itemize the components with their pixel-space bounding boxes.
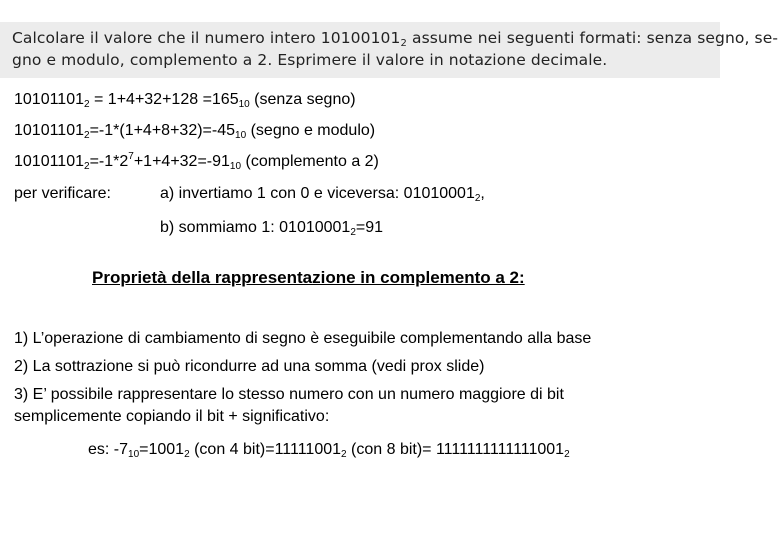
base-subscript: 10 (128, 449, 140, 460)
example-text: (con 4 bit)=11111001 (189, 441, 342, 458)
base-subscript: 10 (238, 99, 250, 110)
example-line (88, 440, 570, 460)
property-1: 1) L’operazione di cambiamento di segno è eseguibile complementando alla base (14, 330, 592, 347)
binary-number: 10101101 (14, 122, 84, 139)
example-text: (con 8 bit)= 1111111111111001 (346, 441, 565, 458)
exponent: 7 (128, 151, 134, 162)
twos-complement-line (14, 152, 379, 172)
base-subscript: 2 (400, 38, 407, 49)
sign-magnitude-line (14, 121, 375, 141)
base-subscript: 2 (341, 449, 347, 460)
base-subscript: 2 (474, 193, 481, 204)
expression: = 1+4+32+128 =165 (89, 91, 239, 108)
base-subscript: 2 (184, 449, 190, 460)
step-text: a) invertiamo 1 con 0 e viceversa: 01010001 (160, 185, 475, 202)
property-3-line-1: 3) E’ possibile rappresentare lo stesso numero con un numero maggiore di bit (14, 386, 564, 403)
base-subscript: 2 (350, 227, 356, 238)
step-text: b) sommiamo 1: 01010001 (160, 219, 351, 236)
step-text: =91 (355, 219, 384, 236)
format-note: (senza segno) (249, 91, 356, 108)
property-3-line-2: semplicemente copiando il bit + significativo: (14, 408, 330, 425)
verify-step-a (160, 184, 485, 204)
exercise-text: Calcolare il valore che il numero intero 10100101 (12, 29, 401, 47)
base-subscript: 2 (84, 130, 90, 141)
verify-label: per verificare: (14, 185, 111, 202)
verify-step-b (160, 218, 383, 238)
format-note: (segno e modulo) (246, 122, 376, 139)
exercise-text: assume nei seguenti formati: senza segno, se- (406, 29, 778, 47)
exercise-text-line-1 (12, 29, 778, 47)
unsigned-line (14, 90, 356, 110)
step-text: , (480, 185, 485, 202)
base-subscript: 2 (564, 449, 570, 460)
example-text: =1001 (139, 441, 185, 458)
example-text: es: -7 (88, 441, 129, 458)
binary-number: 10101101 (14, 91, 84, 108)
base-subscript: 10 (229, 161, 242, 172)
format-note: (complemento a 2) (241, 153, 379, 170)
expression: +1+4+32=-91 (133, 153, 230, 170)
section-title: Proprietà della rappresentazione in complemento a 2: (92, 268, 525, 287)
expression: =-1*2 (89, 153, 129, 170)
base-subscript: 2 (84, 161, 90, 172)
expression: =-1*(1+4+8+32)=-45 (89, 122, 236, 139)
exercise-text-line-2: gno e modulo, complemento a 2. Esprimere il valore in notazione decimale. (12, 51, 608, 69)
base-subscript: 10 (235, 130, 247, 141)
property-2: 2) La sottrazione si può ricondurre ad una somma (vedi prox slide) (14, 358, 485, 375)
binary-number: 10101101 (14, 153, 84, 170)
base-subscript: 2 (84, 99, 90, 110)
